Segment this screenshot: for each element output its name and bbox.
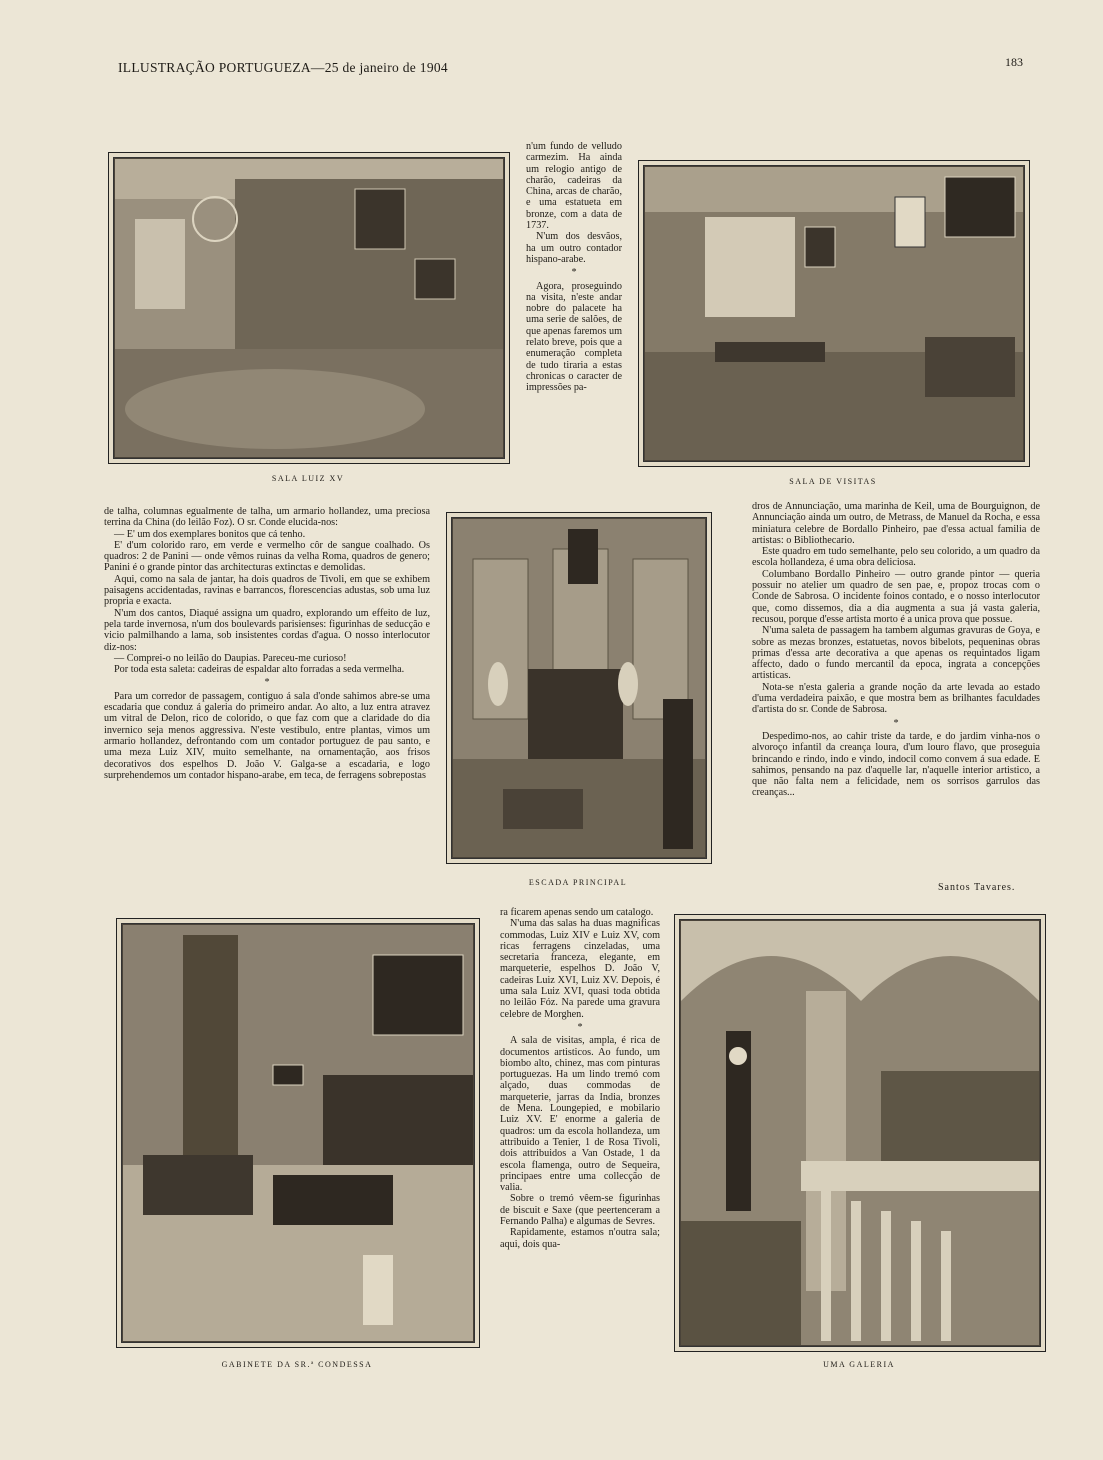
paragraph: N'uma das salas ha duas magnificas commodas, Luiz XIV e Luiz XV, com ricas ferragens cinzeladas, uma secretaria franceza, elegante, em marqueterie, espelhos D. João V, cadeiras Luiz XVI, Luiz XV. Depois, é uma sala Luiz XVI, quasi toda obtida no leilão Fóz. Na parede uma gravura celebre de Morghen. [500,918,660,1020]
paragraph: N'um dos cantos, Diaqué assigna um quadro, explorando um effeito de luz, pela tarde invernosa, n'um dos boulevards parisienses: figurinhas de seducção e vicio palmilhando a lama, sob insistentes cordas d'agua. O nosso interlocutor diz-nos: [104,607,430,653]
caption-escada-principal: ESCADA PRINCIPAL [528,878,628,887]
page-number: 183 [1005,55,1023,69]
section-divider: * [571,267,577,279]
photo-uma-galeria [674,914,1046,1352]
section-divider: * [577,1021,583,1033]
paragraph: — E' um dos exemplares bonitos que cá tenho. [114,528,306,540]
text-column-right-middle [752,501,1040,799]
caption-uma-galeria: UMA GALERIA [823,1360,895,1369]
paragraph: Este quadro em tudo semelhante, pelo seu colorido, a um quadro da escola hollandeza, é uma obra deliciosa. [752,546,1040,569]
caption-sala-de-visitas: SALA DE VISITAS [789,477,877,486]
photo-sala-luiz-xv [108,152,510,464]
paragraph: ra ficarem apenas sendo um catalogo. [500,907,654,918]
text-column-top-middle [526,141,622,394]
running-header-title: ILLUSTRAÇÃO PORTUGUEZA—25 de janeiro de 1904 [118,60,448,75]
caption-sala-luiz-xv: SALA LUIZ XV [271,474,345,483]
paragraph: Nota-se n'esta galeria a grande noção da arte levada ao estado d'uma verdadeira paixão, e que mostra bem as brilhantes faculdades d'artista do sr. Conde de Sabrosa. [752,681,1040,716]
paragraph: N'um dos desvãos, ha um outro contador hispano-arabe. [526,231,622,265]
author-signature: Santos Tavares. [938,882,1016,893]
paragraph: E' d'um colorido raro, em verde e vermelho côr de sangue coalhado. Os quadros: 2 de Panini — onde vêmos ruinas da velha Roma, quadros de genero; Panini é o grande pintor das architecturas extinctas e demolidas. [104,539,430,574]
paragraph: Por toda esta saleta: cadeiras de espaldar alto forradas a seda vermelha. [114,664,405,676]
paragraph: de talha, columnas egualmente de talha, um armario hollandez, uma preciosa terrina da China (do leilão Foz). O sr. Conde elucida-nos: [104,506,430,529]
section-divider: * [264,677,270,689]
paragraph: — Comprei-o no leilão do Daupias. Pareceu-me curioso! [114,652,347,664]
paragraph: Sobre o tremó vêem-se figurinhas de biscuit e Saxe (que peertenceram a Fernando Palha) e algumas de Sevres. [500,1193,660,1228]
caption-gabinete-condessa: GABINETE DA SR.ª CONDESSA [221,1360,373,1369]
paragraph: N'uma saleta de passagem ha tambem algumas gravuras de Goya, e sobre as mezas bronzes, estatuetas, novos bibelots, pequeninas obras primas d'essa arte decorativa a que apenas os requintados ligam affecto, dado o fundo mercantil da epoca, ingrata a concepções artisticas. [752,625,1040,682]
paragraph: Rapidamente, estamos n'outra sala; aqui, dois qua- [500,1227,660,1250]
text-column-bottom-middle [500,907,660,1250]
paragraph: dros de Annunciação, uma marinha de Keil, uma de Bourguignon, de Annunciação ainda um outro, de Metrass, de Manuel da Rocha, e essa miniatura celebre de Bordallo Pinheiro, pae d'essa actual familia de artistas: o Bibliothecario. [752,501,1040,546]
paragraph: Para um corredor de passagem, contiguo á sala d'onde sahimos abre-se uma escadaria que conduz á galeria do primeiro andar. Ao alto, a luz entra atravez um vitral de Delon, rico de colorido, o que faz com que a claridade do dia invernico seja menos aggressiva. N'este vestibulo, entre plantas, vimos um armario hollandez, defrontando com um contador portuguez de pau santo, e uma meza Luiz XIV, muito semelhante, na ornamentação, aos frisos decorativos dos espelhos D. João V. Galga-se a escadaria, e logo surprehendemos um contador hispano-arabe, em teca, de ferragens sobrepostas [104,690,430,781]
photo-sala-de-visitas [638,160,1030,467]
photo-gabinete-condessa [116,918,480,1348]
paragraph: Aqui, como na sala de jantar, ha dois quadros de Tivoli, em que se exhibem paisagens accidentadas, ravinas e barrancos, florescencias adustas, sob uma luz propria e exacta. [104,573,430,608]
paragraph: n'um fundo de velludo carmezim. Ha ainda um relogio antigo de charão, cadeiras da China, arcas de charão, e uma estatueta em bronze, com a data de 1737. [526,141,622,232]
photo-escada-principal [446,512,712,864]
paragraph: A sala de visitas, ampla, é rica de documentos artisticos. Ao fundo, um biombo alto, chinez, mas com pinturas portuguezas. Ha um lindo tremó com alçado, duas commodas de marqueterie, jarras da India, bronzes de Mena. Loungepied, e mobilario Luiz XV. E' enorme a galeria de quadros: um da escola hollandeza, um attribuido a Tenier, 1 de Rosa Tivoli, dois attribuidos a Van Ostade, 1 da escola flamenga, outro de Sequeira, principaes entre uma collecção de valia. [500,1035,660,1194]
paragraph: Despedimo-nos, ao cahir triste da tarde, e do jardim vinha-nos o alvoroço infantil da creança loura, d'um louro flavo, que proseguia brincando e rindo, indo e vindo, indocil como convem á sua edade. E sahimos, pensando na paz d'aquelle lar, n'aquelle interior artistico, a que não falta nem a felicidade, nem os sorrisos garrulos das creanças... [752,730,1040,799]
section-divider: * [893,717,899,729]
paragraph: Columbano Bordallo Pinheiro — outro grande pintor — queria possuir no atelier um quadro de sen pae, e, propoz trocas com o Conde de Sabrosa. O incidente foinos contado, e o nosso interlocutor que, como dissemos, dia a dia augmenta a sua já vasta galeria, recusou, porque d'esse artista morto é a unica prova que possue. [752,568,1040,625]
text-column-left-middle [104,506,430,781]
paragraph: Agora, proseguindo na visita, n'este andar nobre do palacete ha uma serie de salões, de que apenas faremos um relato breve, pois que a enumeração completa de tudo tiraria a estas chronicas o caracter de impressões pa- [526,280,622,394]
